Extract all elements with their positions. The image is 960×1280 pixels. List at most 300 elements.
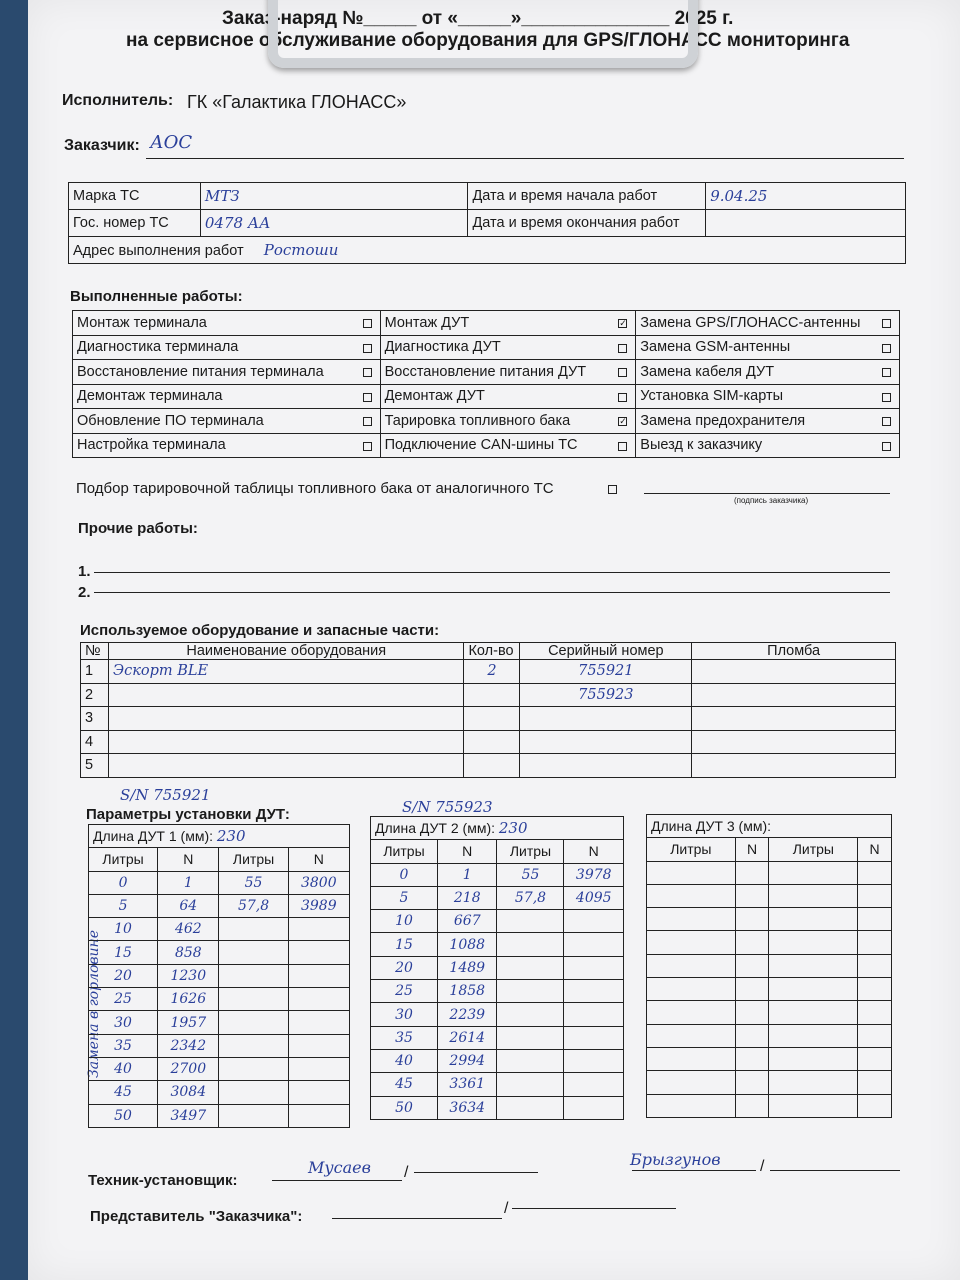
dut-cell	[219, 941, 288, 964]
dut-cell	[858, 861, 892, 884]
dut2-serial-note: S/N 755923	[402, 798, 493, 816]
dut-row	[647, 954, 892, 977]
dut-cell: 45	[89, 1081, 158, 1104]
works-cell	[73, 360, 381, 385]
dut-cell	[735, 978, 769, 1001]
dut2-col-litres: Литры	[371, 840, 438, 863]
side-note: Замена в горловине	[86, 929, 102, 1078]
equipment-cell-n: 4	[81, 730, 109, 754]
dut-cell	[497, 1003, 564, 1026]
work-checkbox[interactable]: ✓	[619, 318, 627, 328]
work-label: Восстановление питания ДУТ	[384, 363, 587, 380]
dut-cell	[219, 988, 288, 1011]
works-table	[72, 310, 900, 458]
works-cell	[380, 360, 636, 385]
dut-row	[89, 1081, 350, 1104]
work-checkbox[interactable]	[882, 417, 891, 426]
dut3-col-litres: Литры	[647, 838, 736, 861]
dut-cell	[647, 908, 736, 931]
works-cell	[380, 384, 636, 409]
works-cell	[73, 409, 381, 434]
customer-signature-line	[644, 493, 890, 494]
technician-signature: Мусаев	[308, 1158, 371, 1177]
dut1-col-n2: N	[288, 848, 349, 871]
dut-row	[371, 1003, 624, 1026]
dut-cell	[858, 1094, 892, 1117]
dut-cell: 1	[438, 863, 497, 886]
executor-label: Исполнитель:	[62, 92, 174, 109]
equip-header-serial: Серийный номер	[520, 643, 692, 660]
equipment-cell-name	[108, 707, 464, 731]
dut-cell	[497, 980, 564, 1003]
dut-cell: 45	[371, 1073, 438, 1096]
dut-cell	[769, 1047, 858, 1070]
dut-cell	[564, 980, 624, 1003]
dut-cell	[219, 1011, 288, 1034]
technician-name-line	[632, 1170, 756, 1171]
dut-cell	[497, 956, 564, 979]
dut-cell	[858, 931, 892, 954]
dut-cell	[769, 1094, 858, 1117]
dut-cell: 30	[89, 1011, 158, 1034]
equipment-row	[81, 660, 896, 684]
work-checkbox[interactable]	[618, 393, 627, 402]
dut-cell: 25	[371, 980, 438, 1003]
dut-cell: 1	[158, 871, 219, 894]
equipment-row	[81, 730, 896, 754]
dut-cell: 2700	[158, 1057, 219, 1080]
dut-row	[371, 1073, 624, 1096]
dut-cell	[769, 1071, 858, 1094]
dut-cell	[288, 1057, 349, 1080]
dut-cell	[647, 1047, 736, 1070]
work-label: Монтаж терминала	[77, 314, 207, 331]
equipment-cell-name	[108, 683, 464, 707]
dut-cell: 50	[371, 1096, 438, 1119]
dut-cell	[497, 1026, 564, 1049]
dut-cell: 1626	[158, 988, 219, 1011]
dut-cell	[564, 1096, 624, 1119]
work-label: Замена кабеля ДУТ	[640, 363, 775, 380]
dut-cell: 4095	[564, 886, 624, 909]
dut-row	[371, 980, 624, 1003]
dut-cell	[735, 861, 769, 884]
dut2-col-litres2: Литры	[497, 840, 564, 863]
technician-sign-line	[272, 1180, 402, 1181]
clipboard-clip	[268, 0, 698, 68]
works-row	[73, 360, 900, 385]
dut-cell	[735, 884, 769, 907]
other-work-2-line	[94, 592, 890, 593]
end-label: Дата и время окончания работ	[468, 210, 706, 237]
dut-row	[647, 908, 892, 931]
work-checkbox[interactable]	[618, 344, 627, 353]
dut-row	[371, 886, 624, 909]
dut-cell	[288, 988, 349, 1011]
form-subtitle: на сервисное обслуживание оборудования для GPS/ГЛОНАСС мониторинга	[126, 30, 850, 51]
dut-cell	[858, 1024, 892, 1047]
work-label: Диагностика терминала	[77, 339, 239, 356]
technician-name: Брызгунов	[630, 1150, 721, 1169]
dut-cell	[497, 910, 564, 933]
dut-cell	[219, 964, 288, 987]
dut-cell	[769, 931, 858, 954]
customer-signature-hint: (подпись заказчика)	[734, 496, 809, 505]
equipment-row	[81, 683, 896, 707]
other-work-1-line	[94, 572, 890, 573]
dut-cell	[769, 1024, 858, 1047]
equipment-cell-serial: 755923	[520, 683, 692, 707]
dut1-col-n: N	[158, 848, 219, 871]
dut-cell: 35	[89, 1034, 158, 1057]
equipment-cell-name: Эскорт BLE	[108, 660, 464, 684]
dut1-col-litres: Литры	[89, 848, 158, 871]
equipment-cell-seal	[692, 730, 896, 754]
work-checkbox[interactable]	[363, 319, 372, 328]
dut-cell	[219, 1057, 288, 1080]
dut-row	[371, 1026, 624, 1049]
form-title: Заказ-наряд №_____ от «_____»______________ 2025 г.	[222, 8, 734, 29]
dut-row	[371, 863, 624, 886]
dut-cell	[647, 1094, 736, 1117]
dut-cell	[647, 861, 736, 884]
work-label: Замена GSM-антенны	[640, 339, 791, 356]
dut1-serial-note: S/N 755921	[120, 786, 211, 804]
dut-cell: 3634	[438, 1096, 497, 1119]
equip-header-seal: Пломба	[692, 643, 896, 660]
dut-row	[647, 1094, 892, 1117]
dut-cell	[497, 1049, 564, 1072]
dut-cell	[288, 918, 349, 941]
dut2-table	[370, 816, 624, 1120]
dut-row	[89, 1104, 350, 1127]
customer-rep-line-2	[512, 1208, 676, 1209]
dut-cell: 462	[158, 918, 219, 941]
plate-label: Гос. номер ТС	[69, 210, 201, 237]
dut-cell	[647, 954, 736, 977]
work-checkbox[interactable]	[363, 368, 372, 377]
technician-slash: /	[404, 1164, 409, 1181]
dut-cell	[769, 1001, 858, 1024]
brand-value: МТЗ	[200, 183, 468, 210]
equipment-cell-serial	[520, 754, 692, 778]
work-label: Установка SIM-карты	[640, 388, 784, 405]
start-value: 9.04.25	[706, 183, 906, 210]
dut-cell	[288, 941, 349, 964]
start-label: Дата и время начала работ	[468, 183, 706, 210]
works-cell	[636, 335, 900, 360]
dut-cell: 3361	[438, 1073, 497, 1096]
dut-cell	[564, 1049, 624, 1072]
dut-cell	[647, 1001, 736, 1024]
dut-row	[89, 871, 350, 894]
dut-row	[89, 941, 350, 964]
dut-cell	[497, 1073, 564, 1096]
dut-cell: 30	[371, 1003, 438, 1026]
work-checkbox[interactable]	[363, 344, 372, 353]
dut-cell: 40	[371, 1049, 438, 1072]
tare-selection-label: Подбор тарировочной таблицы топливного бака от аналогичного ТС	[76, 480, 554, 497]
work-checkbox[interactable]	[882, 393, 891, 402]
work-checkbox[interactable]	[882, 344, 891, 353]
dut-row	[647, 1024, 892, 1047]
equipment-title: Используемое оборудование и запасные части:	[80, 622, 440, 639]
dut-cell	[564, 933, 624, 956]
works-cell	[73, 384, 381, 409]
work-checkbox[interactable]	[618, 442, 627, 451]
other-work-2-label: 2.	[78, 584, 91, 601]
dut-cell: 3800	[288, 871, 349, 894]
dut-cell	[735, 1024, 769, 1047]
dut3-table	[646, 814, 892, 1118]
dut-cell: 3989	[288, 894, 349, 917]
dut-cell: 1088	[438, 933, 497, 956]
dut-cell: 667	[438, 910, 497, 933]
dut-cell: 50	[89, 1104, 158, 1127]
dut-cell: 25	[89, 988, 158, 1011]
dut-row	[371, 933, 624, 956]
works-title: Выполненные работы:	[70, 288, 243, 305]
technician-label: Техник-установщик:	[88, 1172, 238, 1189]
dut-cell	[288, 1034, 349, 1057]
customer-label: Заказчик:	[64, 137, 140, 154]
equipment-cell-seal	[692, 683, 896, 707]
dut2-col-n: N	[438, 840, 497, 863]
customer-rep-line	[332, 1218, 502, 1219]
dut-row	[647, 931, 892, 954]
dut-cell	[769, 908, 858, 931]
tare-selection-checkbox[interactable]	[608, 485, 617, 494]
dut-cell	[647, 978, 736, 1001]
dut-cell: 2614	[438, 1026, 497, 1049]
dut-cell	[735, 1071, 769, 1094]
dut-cell: 20	[371, 956, 438, 979]
dut-cell	[735, 908, 769, 931]
works-cell	[636, 409, 900, 434]
equip-header-name: Наименование оборудования	[108, 643, 464, 660]
dut-cell	[647, 1024, 736, 1047]
dut-cell	[288, 1081, 349, 1104]
customer-rep-slash: /	[504, 1200, 509, 1217]
dut2-length-header: Длина ДУТ 2 (мм): 230	[371, 817, 624, 840]
equipment-row	[81, 754, 896, 778]
equipment-cell-qty	[464, 730, 520, 754]
dut-cell: 3084	[158, 1081, 219, 1104]
dut-row	[647, 861, 892, 884]
dut-cell: 2342	[158, 1034, 219, 1057]
dut-cell	[647, 1071, 736, 1094]
dut-row	[371, 1096, 624, 1119]
work-checkbox[interactable]	[882, 442, 891, 451]
dut-row	[89, 964, 350, 987]
work-label: Выезд к заказчику	[640, 437, 763, 454]
dut-cell: 15	[89, 941, 158, 964]
address-row: Адрес выполнения работ Ростоши	[69, 237, 906, 264]
works-cell	[636, 433, 900, 458]
work-label: Диагностика ДУТ	[384, 339, 501, 356]
works-cell	[636, 360, 900, 385]
dut-cell: 0	[371, 863, 438, 886]
dut-cell	[769, 954, 858, 977]
dut-cell: 10	[371, 910, 438, 933]
dut1-table	[88, 824, 350, 1128]
dut-cell: 55	[219, 871, 288, 894]
dut-row	[371, 910, 624, 933]
dut-cell	[769, 861, 858, 884]
dut-row	[647, 884, 892, 907]
other-works-title: Прочие работы:	[78, 520, 198, 537]
dut-cell	[647, 884, 736, 907]
dut-cell: 15	[371, 933, 438, 956]
dut3-col-n2: N	[858, 838, 892, 861]
executor-value: ГК «Галактика ГЛОНАСС»	[187, 92, 407, 112]
technician-sign-line-2	[414, 1172, 538, 1173]
customer-line	[146, 158, 904, 159]
dut-cell	[288, 1011, 349, 1034]
equip-header-qty: Кол-во	[464, 643, 520, 660]
dut-cell	[288, 964, 349, 987]
customer-rep-label: Представитель "Заказчика":	[90, 1208, 303, 1225]
equipment-cell-qty	[464, 683, 520, 707]
works-cell	[380, 409, 636, 434]
work-checkbox[interactable]	[363, 417, 372, 426]
dut-row	[371, 956, 624, 979]
work-label: Обновление ПО терминала	[77, 412, 264, 429]
works-row	[73, 433, 900, 458]
end-value	[706, 210, 906, 237]
dut1-col-litres2: Литры	[219, 848, 288, 871]
works-cell	[73, 335, 381, 360]
work-label: Демонтаж ДУТ	[384, 388, 485, 405]
dut1-length-header: Длина ДУТ 1 (мм): 230	[89, 825, 350, 848]
dut-row	[647, 1047, 892, 1070]
works-cell	[73, 433, 381, 458]
work-checkbox[interactable]	[882, 368, 891, 377]
works-row	[73, 311, 900, 336]
dut-cell: 5	[89, 894, 158, 917]
dut-cell	[564, 956, 624, 979]
equipment-cell-qty	[464, 754, 520, 778]
works-row	[73, 335, 900, 360]
dut-row	[89, 1034, 350, 1057]
dut-cell	[858, 884, 892, 907]
equipment-cell-name	[108, 754, 464, 778]
dut-cell: 57,8	[219, 894, 288, 917]
work-label: Замена предохранителя	[640, 412, 806, 429]
equipment-cell-seal	[692, 660, 896, 684]
work-label: Демонтаж терминала	[77, 388, 223, 405]
dut-cell: 2239	[438, 1003, 497, 1026]
equipment-cell-n: 5	[81, 754, 109, 778]
equipment-cell-n: 3	[81, 707, 109, 731]
equipment-table	[80, 642, 896, 778]
work-label: Восстановление питания терминала	[77, 363, 324, 380]
dut-cell: 3497	[158, 1104, 219, 1127]
dut-cell	[858, 954, 892, 977]
dut-cell	[858, 978, 892, 1001]
equipment-cell-serial	[520, 730, 692, 754]
dut-row	[89, 918, 350, 941]
dut-cell	[735, 1001, 769, 1024]
work-checkbox[interactable]: ✓	[619, 416, 627, 426]
dut-cell	[219, 1081, 288, 1104]
dut-cell	[735, 1047, 769, 1070]
dut-cell	[219, 918, 288, 941]
equip-header-num: №	[81, 643, 109, 660]
equipment-cell-serial	[520, 707, 692, 731]
brand-label: Марка ТС	[69, 183, 201, 210]
work-checkbox[interactable]	[363, 442, 372, 451]
plate-value: 0478 АА	[200, 210, 468, 237]
dut-cell: 858	[158, 941, 219, 964]
dut-cell: 10	[89, 918, 158, 941]
dut-row	[647, 1001, 892, 1024]
dut-cell	[858, 1047, 892, 1070]
dut-cell: 2994	[438, 1049, 497, 1072]
dut-cell	[497, 1096, 564, 1119]
dut-cell: 218	[438, 886, 497, 909]
dut-row	[89, 894, 350, 917]
works-cell	[636, 311, 900, 336]
dut-cell	[564, 1003, 624, 1026]
equipment-cell-seal	[692, 754, 896, 778]
equipment-cell-seal	[692, 707, 896, 731]
dut-cell: 55	[497, 863, 564, 886]
dut-cell	[564, 910, 624, 933]
work-label: Подключение CAN-шины ТС	[384, 437, 578, 454]
vehicle-table	[68, 182, 906, 264]
dut-cell: 5	[371, 886, 438, 909]
dut-row	[647, 1071, 892, 1094]
work-checkbox[interactable]	[618, 368, 627, 377]
dut-cell	[735, 954, 769, 977]
technician-slash-2: /	[760, 1158, 765, 1175]
equipment-cell-name	[108, 730, 464, 754]
works-cell	[380, 433, 636, 458]
dut-cell: 3978	[564, 863, 624, 886]
work-checkbox[interactable]	[882, 319, 891, 328]
dut-cell	[858, 1001, 892, 1024]
dut-cell	[219, 1034, 288, 1057]
dut-cell	[564, 1073, 624, 1096]
customer-value: АОС	[150, 132, 193, 153]
dut-cell	[647, 931, 736, 954]
dut-params-title: Параметры установки ДУТ:	[86, 806, 290, 823]
work-checkbox[interactable]	[363, 393, 372, 402]
equipment-cell-n: 1	[81, 660, 109, 684]
dut-cell	[735, 931, 769, 954]
work-label: Тарировка топливного бака	[384, 412, 571, 429]
work-label: Замена GPS/ГЛОНАСС-антенны	[640, 314, 861, 331]
work-label: Монтаж ДУТ	[384, 314, 470, 331]
dut-row	[89, 988, 350, 1011]
dut-cell	[288, 1104, 349, 1127]
dut-cell: 35	[371, 1026, 438, 1049]
dut-cell	[769, 884, 858, 907]
work-label: Настройка терминала	[77, 437, 226, 454]
works-cell	[380, 311, 636, 336]
works-row	[73, 384, 900, 409]
dut-cell	[858, 1071, 892, 1094]
dut-cell: 40	[89, 1057, 158, 1080]
dut3-col-n: N	[735, 838, 769, 861]
dut-cell	[769, 978, 858, 1001]
dut-cell	[735, 1094, 769, 1117]
dut-cell	[564, 1026, 624, 1049]
dut-row	[89, 1011, 350, 1034]
dut-cell: 0	[89, 871, 158, 894]
works-cell	[73, 311, 381, 336]
